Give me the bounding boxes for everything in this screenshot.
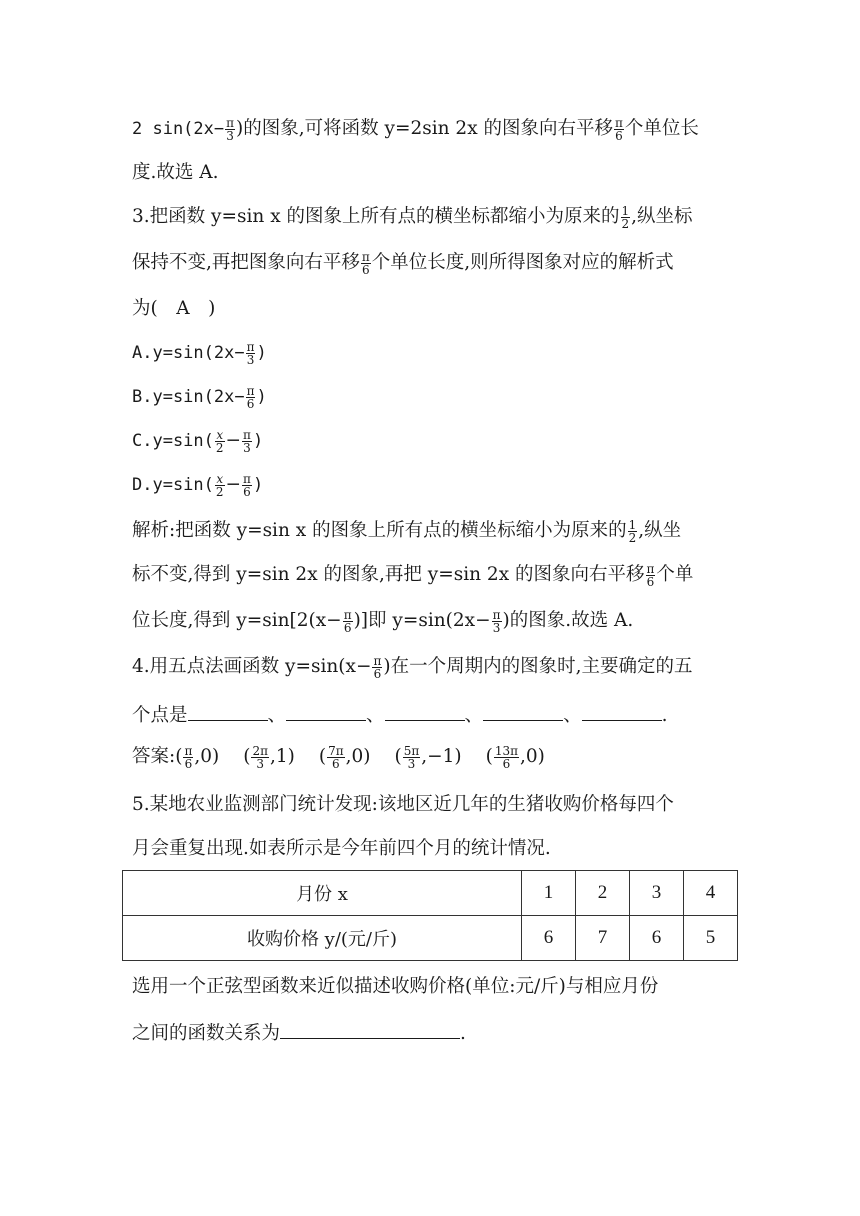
text-span: )]即 y=sin(2x− (353, 610, 491, 631)
table-row (123, 916, 738, 961)
fraction (621, 205, 631, 230)
fraction-numerator: π (226, 115, 235, 130)
text-span: 之间的函数关系为 (132, 1023, 281, 1044)
text-span: ) (252, 475, 264, 495)
fraction (251, 745, 269, 770)
option-c (132, 428, 263, 454)
text-span: 、 (563, 705, 582, 726)
text-span: ( (318, 746, 327, 767)
text-span: ( (394, 746, 402, 767)
fraction-denominator: 6 (343, 620, 352, 635)
fraction (225, 117, 235, 142)
fraction-numerator: 1 (621, 203, 630, 218)
fraction-denominator: 3 (226, 128, 234, 143)
text-span: )的图象.故选 A. (502, 610, 634, 631)
fraction-numerator: π (246, 339, 255, 354)
answer-4-line (132, 744, 545, 770)
table-cell: 1 (522, 871, 576, 916)
fraction-denominator: 3 (407, 756, 416, 771)
text-span: )的图象,可将函数 y=2sin 2x 的图象向右平移 (236, 118, 614, 139)
answer-blank[interactable] (188, 702, 268, 721)
answer-blank[interactable] (483, 702, 563, 721)
text-span: 2 sin(2x− (132, 119, 225, 139)
fraction (494, 745, 519, 770)
table-cell: 4 (684, 871, 738, 916)
question-3-line-3 (132, 296, 215, 322)
text-span: ( (485, 746, 493, 767)
data-table (122, 870, 738, 961)
answer-label: 答案: (132, 746, 176, 767)
fraction (183, 745, 193, 770)
text-span: ( (243, 746, 251, 767)
fraction (327, 745, 345, 770)
fraction (646, 563, 656, 588)
table-cell: 6 (522, 916, 576, 961)
question-5-line-3 (132, 974, 658, 1000)
text-span: C.y=sin( (132, 431, 214, 451)
fraction-denominator: 3 (243, 440, 251, 455)
text-span: − (225, 430, 242, 451)
text-span: ) (252, 431, 264, 451)
text-span: 保持不变,再把图象向右平移 (132, 252, 360, 273)
text-span: 度.故选 A. (132, 162, 219, 183)
text-span: ,−1) (421, 746, 462, 767)
text-span: 选用一个正弦型函数来近似描述收购价格(单位:元/斤)与相应月份 (132, 976, 659, 997)
table-cell: 2 (576, 871, 630, 916)
text-line (132, 160, 219, 186)
fraction-numerator: 7π (328, 743, 344, 758)
question-3-line-1 (132, 204, 693, 230)
option-b (132, 384, 267, 410)
text-span: ,0) (519, 746, 545, 767)
fraction (403, 745, 421, 770)
text-span: 个单位长度,则所得图象对应的解析式 (371, 252, 674, 273)
text-span: ,1) (269, 746, 295, 767)
question-5-line-4 (132, 1020, 466, 1047)
text-span: ,纵坐标 (631, 206, 693, 227)
text-span: 4.用五点法画函数 y=sin(x− (132, 656, 372, 677)
fraction-numerator: 5π (403, 743, 420, 758)
analysis-line-1 (132, 518, 681, 544)
fraction-numerator: π (184, 743, 193, 758)
fraction-numerator: 1 (628, 517, 637, 532)
fraction (242, 429, 252, 454)
text-span: 、 (267, 705, 287, 726)
table-cell: 收购价格 y/(元/斤) (123, 916, 522, 961)
text-line (132, 116, 699, 142)
text-span: )在一个周期内的图象时,主要确定的五 (383, 656, 693, 677)
text-span: 3.把函数 y=sin x 的图象上所有点的横坐标都缩小为原来的 (132, 206, 620, 227)
text-span: A.y=sin(2x− (132, 343, 245, 363)
fraction-numerator: π (243, 427, 251, 442)
text-span: ) (256, 387, 267, 407)
table-cell: 月份 x (123, 871, 522, 916)
text-span: 个单 (656, 564, 694, 585)
text-span: ,纵坐 (638, 520, 682, 541)
fraction-denominator: 3 (256, 756, 265, 771)
text-span: 、 (366, 705, 385, 726)
fraction-denominator: 6 (646, 574, 655, 589)
fraction-denominator: 2 (215, 484, 224, 499)
fraction (242, 473, 252, 498)
analysis-line-3 (132, 608, 633, 634)
text-span: 、 (464, 705, 484, 726)
text-span: ,0) (194, 746, 220, 767)
fraction (343, 609, 353, 634)
text-span: 5.某地农业监测部门统计发现:该地区近几年的生猪收购价格每四个 (132, 794, 674, 815)
table-cell: 5 (684, 916, 738, 961)
fraction-numerator: 13π (494, 743, 518, 758)
question-4-line-1 (132, 654, 692, 680)
fraction-numerator: π (243, 471, 251, 486)
fraction (215, 473, 225, 498)
fraction-denominator: 2 (621, 216, 630, 231)
fraction (246, 385, 256, 410)
fraction-numerator: x (216, 471, 224, 486)
answer-blank[interactable] (582, 702, 662, 721)
text-span: ,0) (345, 746, 371, 767)
text-span: ) (256, 343, 267, 363)
question-4-line-2 (132, 702, 667, 729)
fraction-denominator: 2 (628, 530, 637, 545)
text-span: 月会重复出现.如表所示是今年前四个月的统计情况. (132, 838, 551, 859)
fraction-denominator: 6 (184, 756, 193, 771)
text-span: ( (175, 746, 183, 767)
fraction-numerator: π (615, 115, 623, 130)
fraction-numerator: x (216, 427, 224, 442)
text-span: B.y=sin(2x− (132, 387, 245, 407)
fraction-denominator: 6 (246, 396, 255, 411)
fraction-denominator: 6 (332, 756, 340, 771)
question-5-line-1 (132, 792, 674, 818)
fraction-numerator: π (343, 607, 352, 622)
fraction-numerator: π (646, 561, 655, 576)
option-a (132, 340, 267, 366)
fraction-denominator: 3 (246, 352, 255, 367)
question-3-line-2 (132, 250, 674, 276)
table-cell: 7 (576, 916, 630, 961)
text-span: . (661, 705, 668, 726)
fraction (372, 655, 382, 680)
analysis-line-2 (132, 562, 693, 588)
text-span: 位长度,得到 y=sin[2(x− (132, 610, 342, 631)
fraction-numerator: π (361, 249, 370, 264)
question-5-line-2 (132, 836, 551, 862)
option-d (132, 472, 263, 498)
fraction-numerator: π (492, 607, 501, 622)
fraction-numerator: 2π (252, 743, 268, 758)
fraction-numerator: π (246, 383, 255, 398)
fraction-denominator: 3 (492, 620, 501, 635)
fraction-denominator: 6 (615, 128, 623, 143)
text-span: 个点是 (132, 705, 188, 726)
fraction (215, 429, 225, 454)
text-span: D.y=sin( (132, 475, 214, 495)
table-cell: 3 (630, 871, 684, 916)
fraction (361, 251, 371, 276)
text-span: 标不变,得到 y=sin 2x 的图象,再把 y=sin 2x 的图象向右平移 (132, 564, 645, 585)
answer-blank[interactable] (385, 702, 465, 721)
table-cell: 6 (630, 916, 684, 961)
table-row (123, 871, 738, 916)
fraction-numerator: π (373, 653, 382, 668)
answer-blank[interactable] (280, 1020, 460, 1039)
fraction-denominator: 6 (243, 484, 251, 499)
text-span: − (225, 474, 242, 495)
fraction-denominator: 2 (215, 440, 224, 455)
text-span: . (460, 1023, 466, 1044)
text-span: 解析:把函数 y=sin x 的图象上所有点的横坐标缩小为原来的 (132, 520, 627, 541)
fraction-denominator: 6 (362, 262, 370, 277)
fraction (492, 609, 502, 634)
fraction-denominator: 6 (502, 756, 511, 771)
text-span: 个单位长 (624, 118, 699, 139)
fraction (628, 519, 638, 544)
fraction (614, 117, 624, 142)
answer-blank[interactable] (286, 702, 366, 721)
text-span: 为( A ) (132, 298, 216, 319)
fraction-denominator: 6 (373, 666, 382, 681)
fraction (246, 341, 256, 366)
